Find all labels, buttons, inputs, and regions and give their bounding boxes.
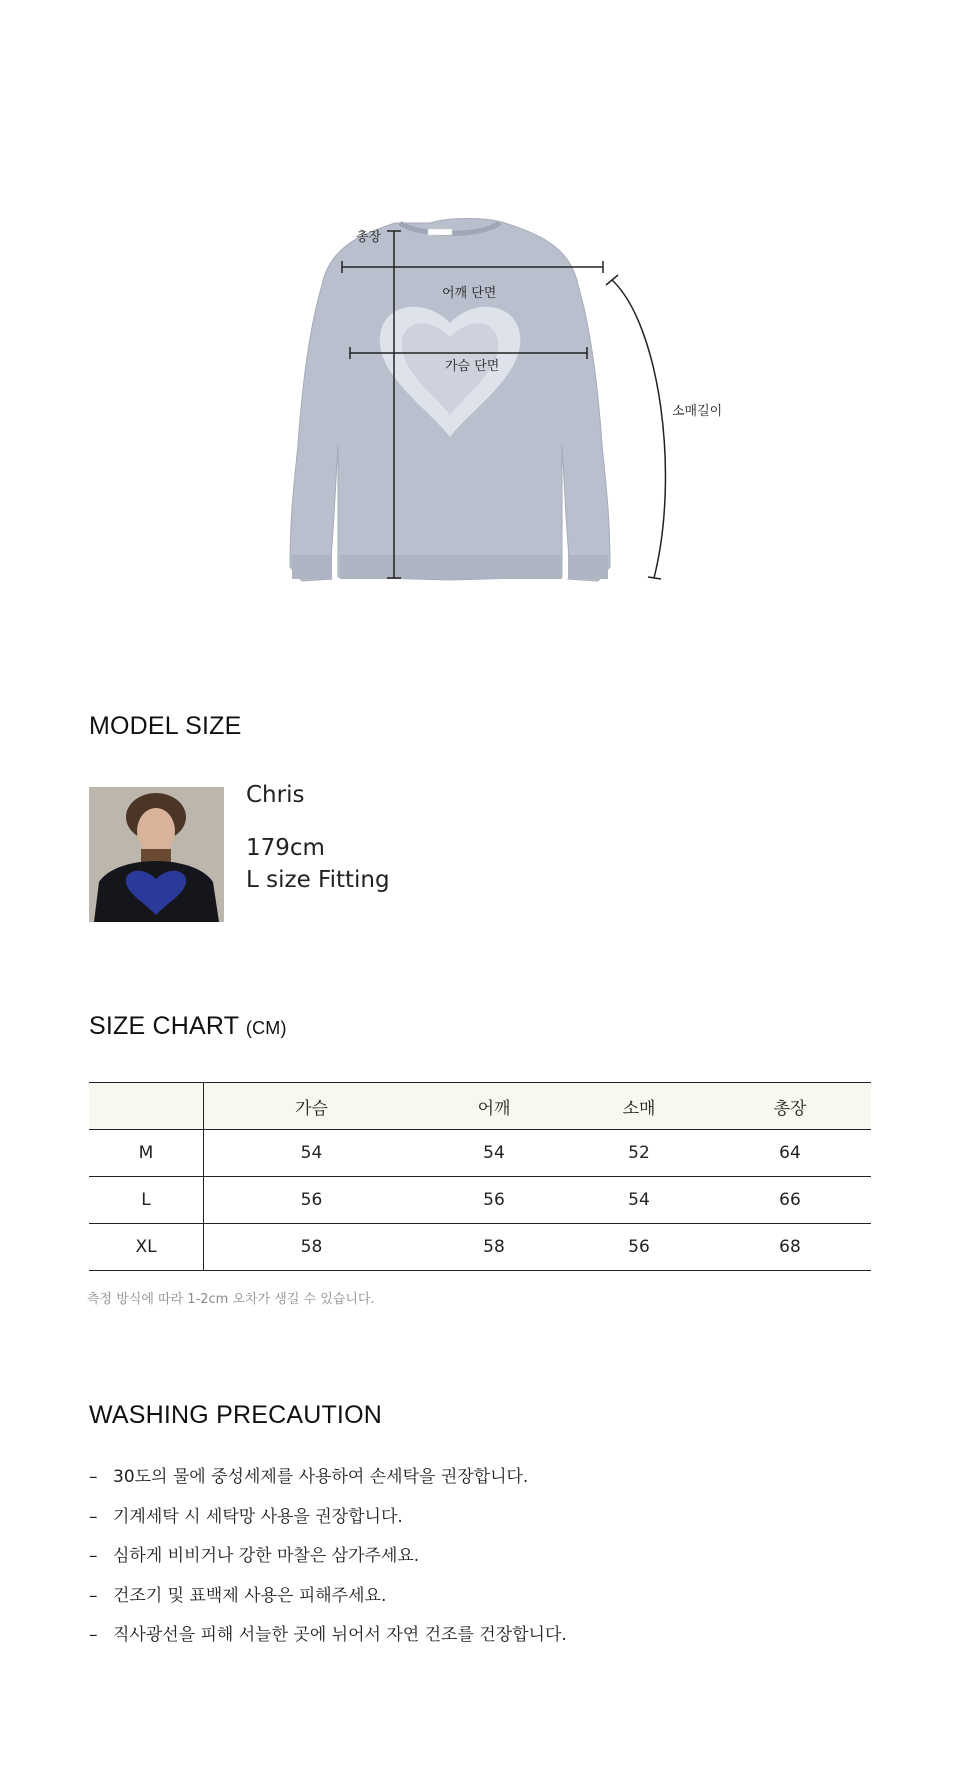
model-photo: [89, 787, 224, 922]
shoulder-cell: 56: [419, 1177, 569, 1224]
list-dash: –: [89, 1507, 98, 1527]
washing-item-text: 심하게 비비거나 강한 마찰은 삼가주세요.: [113, 1546, 420, 1566]
length-cell: 66: [709, 1177, 871, 1224]
table-row: [89, 1224, 871, 1271]
column-header-shoulder: 어깨: [419, 1083, 569, 1130]
sleeve-cell: 56: [569, 1224, 709, 1271]
chest-cell: 54: [204, 1130, 420, 1177]
size-chart-table: [89, 1082, 871, 1271]
washing-title: WASHING PRECAUTION: [89, 1401, 382, 1429]
sleeve-length-line: [606, 275, 665, 579]
size-cell: XL: [89, 1224, 204, 1271]
sleeve-label: 소매길이: [672, 404, 723, 419]
sweater-measurement-diagram: [280, 215, 760, 605]
model-name: Chris: [246, 782, 305, 808]
list-dash: –: [89, 1467, 98, 1487]
size-chart-title-text: SIZE CHART: [89, 1012, 239, 1040]
list-dash: –: [89, 1546, 98, 1566]
table-header-row: [89, 1083, 871, 1130]
washing-item-text: 30도의 물에 중성세제를 사용하여 손세탁을 권장합니다.: [113, 1467, 529, 1487]
table-row: [89, 1177, 871, 1224]
chest-label: 가슴 단면: [445, 359, 500, 374]
model-size-title: MODEL SIZE: [89, 712, 242, 740]
length-cell: 64: [709, 1130, 871, 1177]
sleeve-cell: 54: [569, 1177, 709, 1224]
length-cell: 68: [709, 1224, 871, 1271]
total-length-label: 총장: [356, 230, 382, 245]
measurement-note: 측정 방식에 따라 1-2cm 오차가 생길 수 있습니다.: [87, 1292, 375, 1307]
list-item: [89, 1541, 419, 1566]
shoulder-cell: 54: [419, 1130, 569, 1177]
table-row: [89, 1130, 871, 1177]
washing-item-text: 기계세탁 시 세탁망 사용을 권장합니다.: [113, 1507, 403, 1527]
list-item: [89, 1462, 528, 1487]
chest-cell: 56: [204, 1177, 420, 1224]
size-cell: M: [89, 1130, 204, 1177]
list-dash: –: [89, 1625, 98, 1645]
sweater-illustration: [290, 219, 610, 582]
shoulder-cell: 58: [419, 1224, 569, 1271]
size-chart-unit: (CM): [245, 1018, 287, 1038]
shoulder-label: 어깨 단면: [442, 286, 497, 301]
size-chart-title: [89, 1012, 287, 1041]
model-height: 179cm: [246, 835, 325, 861]
washing-item-text: 건조기 및 표백제 사용은 피해주세요.: [113, 1586, 387, 1606]
sleeve-cell: 52: [569, 1130, 709, 1177]
list-item: [89, 1502, 403, 1527]
model-fitting: L size Fitting: [246, 867, 390, 893]
size-cell: L: [89, 1177, 204, 1224]
washing-item-text: 직사광선을 피해 서늘한 곳에 뉘어서 자연 건조를 건장합니다.: [113, 1625, 567, 1645]
list-item: [89, 1620, 567, 1645]
chest-cell: 58: [204, 1224, 420, 1271]
column-header-size: [89, 1083, 204, 1130]
list-item: [89, 1581, 386, 1606]
column-header-chest: 가슴: [204, 1083, 420, 1130]
list-dash: –: [89, 1586, 98, 1606]
column-header-sleeve: 소매: [569, 1083, 709, 1130]
column-header-length: 총장: [709, 1083, 871, 1130]
